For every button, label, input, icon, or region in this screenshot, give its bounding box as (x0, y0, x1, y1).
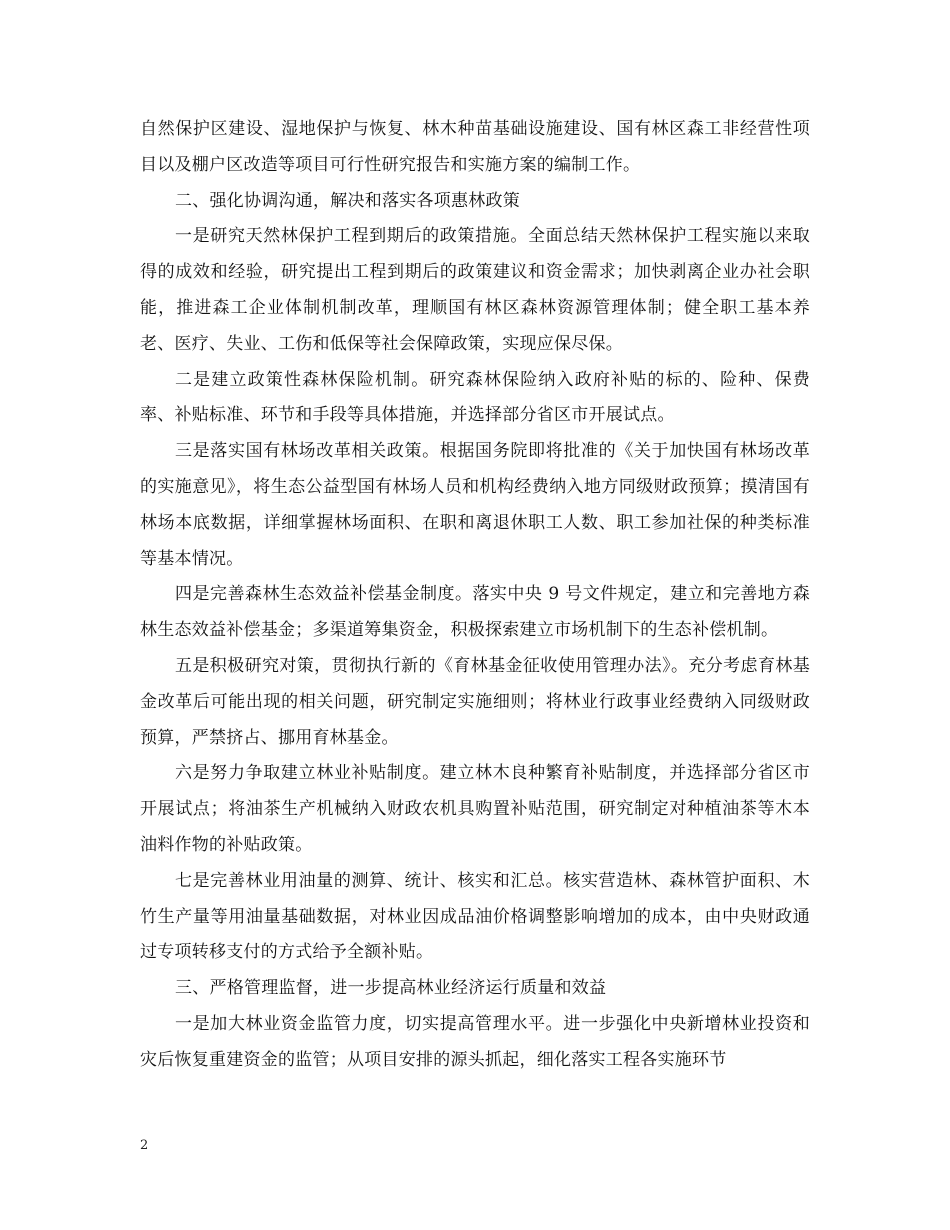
section-heading: 二、强化协调沟通，解决和落实各项惠林政策 (175, 190, 520, 211)
paragraph: 五是积极研究对策，贯彻执行新的《育林基金征收使用管理办法》。充分考虑育林基金改革后可能出现的相关问题，研究制定实施细则；将林业行政事业经费纳入同级财政预算，严禁挤占、挪用育林基金。 (140, 655, 810, 748)
paragraph: 自然保护区建设、湿地保护与恢复、林木种苗基础设施建设、国有林区森工非经营性项目以及棚户区改造等项目可行性研究报告和实施方案的编制工作。 (140, 119, 810, 175)
paragraph: 一是加大林业资金监管力度，切实提高管理水平。进一步强化中央新增林业投资和灾后恢复重建资金的监管；从项目安排的源头抓起，细化落实工程各实施环节 (140, 1013, 810, 1070)
paragraph: 七是完善林业用油量的测算、统计、核实和汇总。核实营造林、森林管护面积、木竹生产量等用油量基础数据，对林业因成品油价格调整影响增加的成本，由中央财政通过专项转移支付的方式给予全额补贴。 (140, 870, 810, 963)
section-heading: 三、严格管理监督，进一步提高林业经济运行质量和效益 (175, 978, 607, 999)
page-number: 2 (140, 1138, 149, 1153)
paragraph: 一是研究天然林保护工程到期后的政策措施。全面总结天然林保护工程实施以来取得的成效和经验，研究提出工程到期后的政策建议和资金需求；加快剥离企业办社会职能，推进森工企业体制机制改革，理顺国有林区森林资源管理体制；健全职工基本养老、医疗、失业、工伤和低保等社会保障政策，实现应保尽保。 (140, 226, 810, 354)
body-text (140, 112, 810, 1079)
paragraph: 二是建立政策性森林保险机制。研究森林保险纳入政府补贴的标的、险种、保费率、补贴标准、环节和手段等具体措施，并选择部分省区市开展试点。 (140, 369, 810, 426)
paragraph: 六是努力争取建立林业补贴制度。建立林木良种繁育补贴制度，并选择部分省区市开展试点；将油茶生产机械纳入财政农机具购置补贴范围，研究制定对种植油茶等木本油料作物的补贴政策。 (140, 763, 810, 855)
paragraph: 三是落实国有林场改革相关政策。根据国务院即将批准的《关于加快国有林场改革的实施意见》，将生态公益型国有林场人员和机构经费纳入地方同级财政预算；摸清国有林场本底数据，详细掌握林场面积、在职和离退休职工人数、职工参加社保的种类标准等基本情况。 (140, 441, 810, 569)
paragraph: 四是完善森林生态效益补偿基金制度。落实中央 9 号文件规定，建立和完善地方森林生态效益补偿基金；多渠道筹集资金，积极探索建立市场机制下的生态补偿机制。 (140, 584, 810, 641)
